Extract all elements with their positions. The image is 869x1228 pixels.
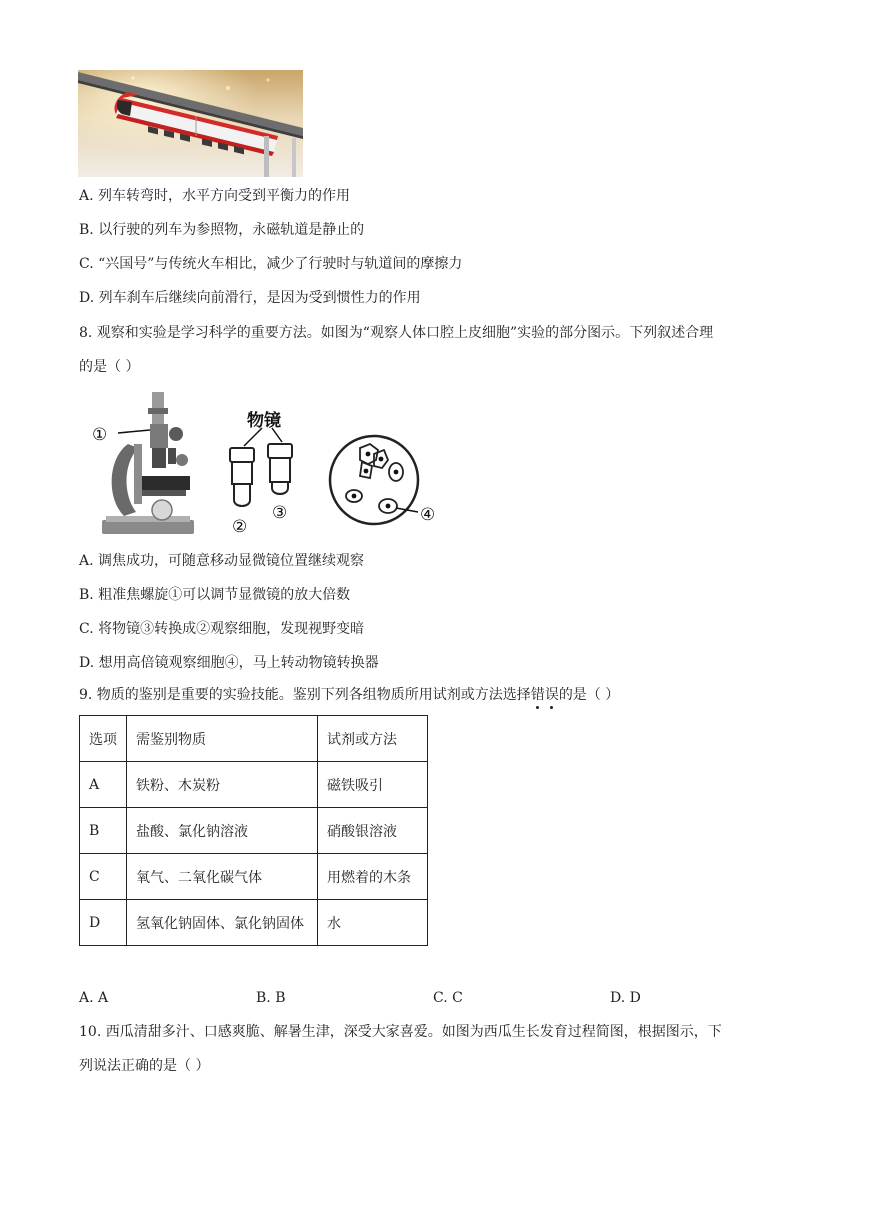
label-coarse-focus: ①: [92, 425, 108, 445]
table-cell: 盐酸、氯化钠溶液: [127, 808, 318, 854]
microscope-diagram: [92, 388, 452, 538]
table-cell: C: [80, 854, 127, 900]
q7-option-c: C. “兴国号”与传统火车相比，减少了行驶时与轨道间的摩擦力: [79, 256, 463, 272]
q9-option-b: B. B: [256, 990, 286, 1006]
q7-option-a: A. 列车转弯时，水平方向受到平衡力的作用: [79, 188, 351, 204]
q9-stem: [79, 685, 619, 705]
table-header-cell: 需鉴别物质: [127, 716, 318, 762]
table-header-row: [80, 716, 428, 762]
table-cell: 铁粉、木炭粉: [127, 762, 318, 808]
table-cell: 氢氧化钠固体、氯化钠固体: [127, 900, 318, 946]
label-objective: 物镜: [247, 411, 281, 431]
q9-option-c: C. C: [433, 990, 463, 1006]
q9-stem-start: 9. 物质的鉴别是重要的实验技能。鉴别下列各组物质所用试剂或方法选择: [79, 687, 531, 703]
table-row: [80, 900, 428, 946]
q8-option-b: B. 粗准焦螺旋①可以调节显微镜的放大倍数: [79, 587, 351, 603]
table-row: [80, 854, 428, 900]
table-cell: 水: [318, 900, 428, 946]
q9-stem-end: 的是（ ）: [558, 687, 620, 703]
microscope-figure: [92, 388, 452, 538]
q9-option-d: D. D: [610, 990, 641, 1006]
table-cell: A: [80, 762, 127, 808]
label-lens-3: ③: [272, 503, 288, 523]
q7-option-b: B. 以行驶的列车为参照物，永磁轨道是静止的: [79, 222, 365, 238]
table-header-cell: 选项: [80, 716, 127, 762]
q8-option-c: C. 将物镜③转换成②观察细胞，发现视野变暗: [79, 621, 365, 637]
table-cell: 氧气、二氧化碳气体: [127, 854, 318, 900]
table-header-cell: 试剂或方法: [318, 716, 428, 762]
q8-stem-line1: 8. 观察和实验是学习科学的重要方法。如图为“观察人体口腔上皮细胞”实验的部分图示。下列叙述合理: [79, 325, 714, 341]
table-row: [80, 808, 428, 854]
field-of-view: [330, 436, 418, 524]
q9-emphasis-char-2: 误: [544, 687, 559, 703]
q7-option-d: D. 列车刹车后继续向前滑行，是因为受到惯性力的作用: [79, 290, 421, 306]
maglev-train-photo: [78, 70, 303, 177]
table-cell: 用燃着的木条: [318, 854, 428, 900]
table-cell: B: [80, 808, 127, 854]
label-cell-4: ④: [420, 505, 436, 525]
q10-stem-line1: 10. 西瓜清甜多汁、口感爽脆、解暑生津，深受大家喜爱。如图为西瓜生长发育过程简图，根据图示，下: [79, 1024, 722, 1040]
q9-emphasis-char-1: 错: [530, 687, 545, 703]
objective-lens-2: [230, 448, 254, 506]
table-cell: D: [80, 900, 127, 946]
identification-table: [79, 715, 428, 946]
objective-lens-3: [268, 444, 292, 494]
table-row: [80, 762, 428, 808]
q8-option-a: A. 调焦成功，可随意移动显微镜位置继续观察: [79, 553, 365, 569]
q10-stem-line2: 列说法正确的是（ ）: [79, 1058, 210, 1074]
table-cell: 磁铁吸引: [318, 762, 428, 808]
q8-stem-line2: 的是（ ）: [79, 359, 140, 375]
label-lens-2: ②: [232, 517, 248, 537]
q9-option-a: A. A: [79, 990, 109, 1006]
microscope-drawing: [102, 392, 194, 534]
q8-option-d: D. 想用高倍镜观察细胞④，马上转动物镜转换器: [79, 655, 379, 671]
table-cell: 硝酸银溶液: [318, 808, 428, 854]
